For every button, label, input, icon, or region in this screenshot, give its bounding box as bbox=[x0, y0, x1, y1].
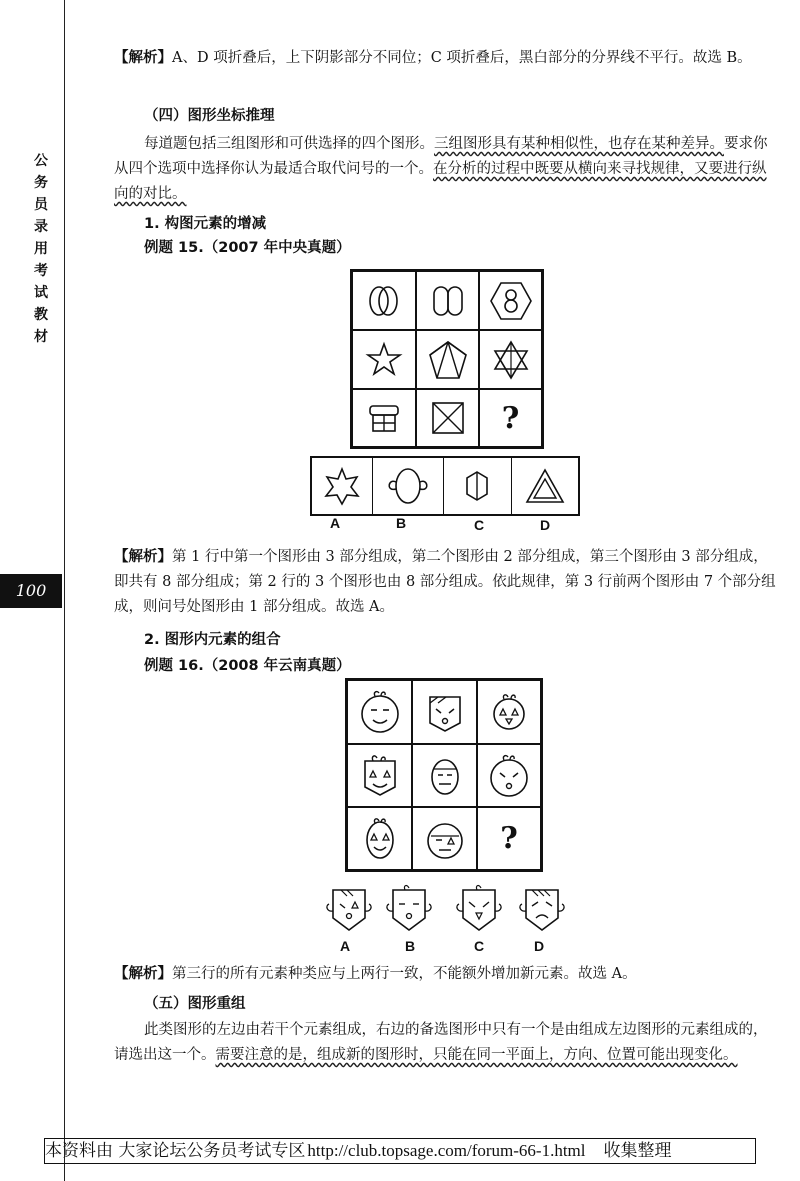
q15-label-b: B bbox=[396, 515, 407, 531]
crossed-square-icon bbox=[428, 398, 468, 438]
section-heading-five: （五）图形重组 bbox=[144, 996, 246, 1012]
q15-options-row bbox=[310, 456, 580, 516]
q16-label-d: D bbox=[534, 938, 545, 954]
split-hexagon-icon bbox=[457, 466, 497, 506]
round-face-icon bbox=[420, 814, 470, 864]
section-five-intro bbox=[114, 1018, 780, 1068]
side-title-char: 材 bbox=[34, 329, 48, 345]
segmented-box-icon bbox=[364, 398, 404, 438]
side-title-char: 考 bbox=[34, 263, 48, 279]
side-title-char: 录 bbox=[34, 219, 48, 235]
section-heading-four: （四）图形坐标推理 bbox=[144, 108, 275, 124]
round-face-icon bbox=[355, 687, 405, 737]
q15-cell-question bbox=[479, 389, 542, 447]
q16-cell-5 bbox=[412, 744, 477, 807]
q15-cell-star bbox=[352, 330, 416, 389]
side-book-title bbox=[26, 150, 56, 348]
q15-option-d bbox=[512, 458, 578, 514]
side-title-char: 员 bbox=[34, 197, 48, 213]
q15-cell-crossed-square bbox=[416, 389, 479, 447]
example-15-title: 例题 15.（2007 年中央真题） bbox=[144, 240, 351, 256]
q16-cell-question bbox=[477, 807, 541, 870]
q16-option-d bbox=[518, 884, 566, 934]
footer-banner bbox=[44, 1138, 756, 1164]
section-four-intro bbox=[114, 132, 780, 207]
q16-cell-3 bbox=[477, 680, 541, 744]
analysis-tag: 【解析】 bbox=[114, 549, 172, 565]
square-face-icon bbox=[355, 751, 405, 801]
footer-url[interactable]: http://club.topsage.com/forum-66-1.html bbox=[307, 1141, 586, 1160]
q15-option-a bbox=[312, 458, 373, 514]
question-mark: ? bbox=[500, 821, 518, 856]
seven-point-star-icon bbox=[322, 466, 362, 506]
intro-sentence-underlined: 三组图形具有某种相似性，也存在某种差异。 bbox=[434, 136, 724, 152]
q16-cell-8 bbox=[412, 807, 477, 870]
q16-cell-1 bbox=[347, 680, 412, 744]
q16-cell-6 bbox=[477, 744, 541, 807]
q16-label-b: B bbox=[405, 938, 416, 954]
subheading-element-combination: 2. 图形内元素的组合 bbox=[144, 632, 281, 648]
page-number: 100 bbox=[0, 574, 62, 608]
round-face-icon bbox=[484, 751, 534, 801]
q15-cell-hexagram bbox=[479, 330, 542, 389]
q16-cell-4 bbox=[347, 744, 412, 807]
q15-label-c: C bbox=[474, 517, 485, 533]
q15-option-b bbox=[373, 458, 444, 514]
pentagon-divided-icon bbox=[426, 338, 470, 382]
q16-options-row bbox=[320, 884, 570, 936]
oval-face-icon bbox=[355, 814, 405, 864]
double-arch-icon bbox=[428, 281, 468, 321]
hexagon-eight-icon bbox=[489, 279, 533, 323]
nested-triangle-icon bbox=[523, 466, 567, 506]
q15-analysis bbox=[114, 545, 780, 620]
q16-label-a: A bbox=[340, 938, 351, 954]
analysis-tag: 【解析】 bbox=[114, 50, 172, 66]
side-title-char: 公 bbox=[34, 153, 48, 169]
q16-label-c: C bbox=[474, 938, 485, 954]
intro-sentence: 此类图形的左边由若干个元素组成，右边的备选图形中只有一个是由组成左边图形的元素组成的，请选出这一个。 bbox=[114, 1022, 768, 1063]
intro-sentence: 每道题包括三组图形和可供选择的四个图形。 bbox=[144, 136, 434, 152]
q16-face-grid bbox=[345, 678, 543, 872]
question-mark: ? bbox=[501, 400, 520, 436]
round-face-icon bbox=[484, 687, 534, 737]
q16-option-b bbox=[385, 884, 433, 934]
q15-figure-grid bbox=[350, 269, 544, 449]
example-16-title: 例题 16.（2008 年云南真题） bbox=[144, 658, 351, 674]
star-icon bbox=[364, 340, 404, 380]
q16-analysis bbox=[114, 962, 780, 987]
side-title-char: 试 bbox=[34, 285, 48, 301]
subheading-element-change: 1. 构图元素的增减 bbox=[144, 216, 267, 232]
intro-sentence-underlined: 需要注意的是，组成新的图形时，只能在同一平面上，方向、位置可能出现变化。 bbox=[215, 1047, 738, 1063]
q16-cell-2 bbox=[412, 680, 477, 744]
overlapping-rings-icon bbox=[364, 281, 404, 321]
hexagram-icon bbox=[490, 339, 532, 381]
intro-sentence-underlined: 在分析的过程中既要从横向来寻找规律，又要进行纵向的对比。 bbox=[114, 161, 767, 202]
oval-face-icon bbox=[420, 751, 470, 801]
footer-suffix: 收集整理 bbox=[603, 1141, 672, 1161]
analysis-paragraph-1 bbox=[114, 46, 780, 71]
q15-cell-box bbox=[352, 389, 416, 447]
q16-option-a bbox=[325, 884, 373, 934]
q15-cell-pentagon bbox=[416, 330, 479, 389]
q15-cell-hexagon-eight bbox=[479, 271, 542, 330]
analysis-text: A、D 项折叠后，上下阴影部分不同位；C 项折叠后，黑白部分的分界线不平行。故选 B。 bbox=[172, 50, 752, 66]
analysis-tag: 【解析】 bbox=[114, 966, 172, 982]
side-rule bbox=[64, 0, 65, 1181]
q15-option-c bbox=[444, 458, 513, 514]
square-face-icon bbox=[420, 687, 470, 737]
footer-prefix: 本资料由 大家论坛公务员考试专区 bbox=[45, 1141, 306, 1161]
side-title-char: 用 bbox=[34, 241, 48, 257]
q16-cell-7 bbox=[347, 807, 412, 870]
q16-option-c bbox=[455, 884, 503, 934]
q15-label-d: D bbox=[540, 517, 551, 533]
analysis-text: 第 1 行中第一个图形由 3 部分组成，第二个图形由 2 部分组成，第三个图形由 3 部分组成，即共有 8 部分组成；第 2 行的 3 个图形也由 8 部分组成。依此规律，第 3 行前两个图形由 7 个部分组成，则问号处图形由 1 部分组成。故选 A。 bbox=[114, 549, 776, 615]
side-title-char: 教 bbox=[34, 307, 48, 323]
oval-with-ears-icon bbox=[378, 464, 438, 508]
analysis-text: 第三行的所有元素种类应与上两行一致，不能额外增加新元素。故选 A。 bbox=[172, 966, 637, 982]
side-title-char: 务 bbox=[34, 175, 48, 191]
q15-cell-double-arch bbox=[416, 271, 479, 330]
q15-cell-rings bbox=[352, 271, 416, 330]
intro-sentence: 要求你从四个选项中选择你认为最适合取代问号的一个。 bbox=[114, 136, 768, 177]
q15-label-a: A bbox=[330, 515, 341, 531]
